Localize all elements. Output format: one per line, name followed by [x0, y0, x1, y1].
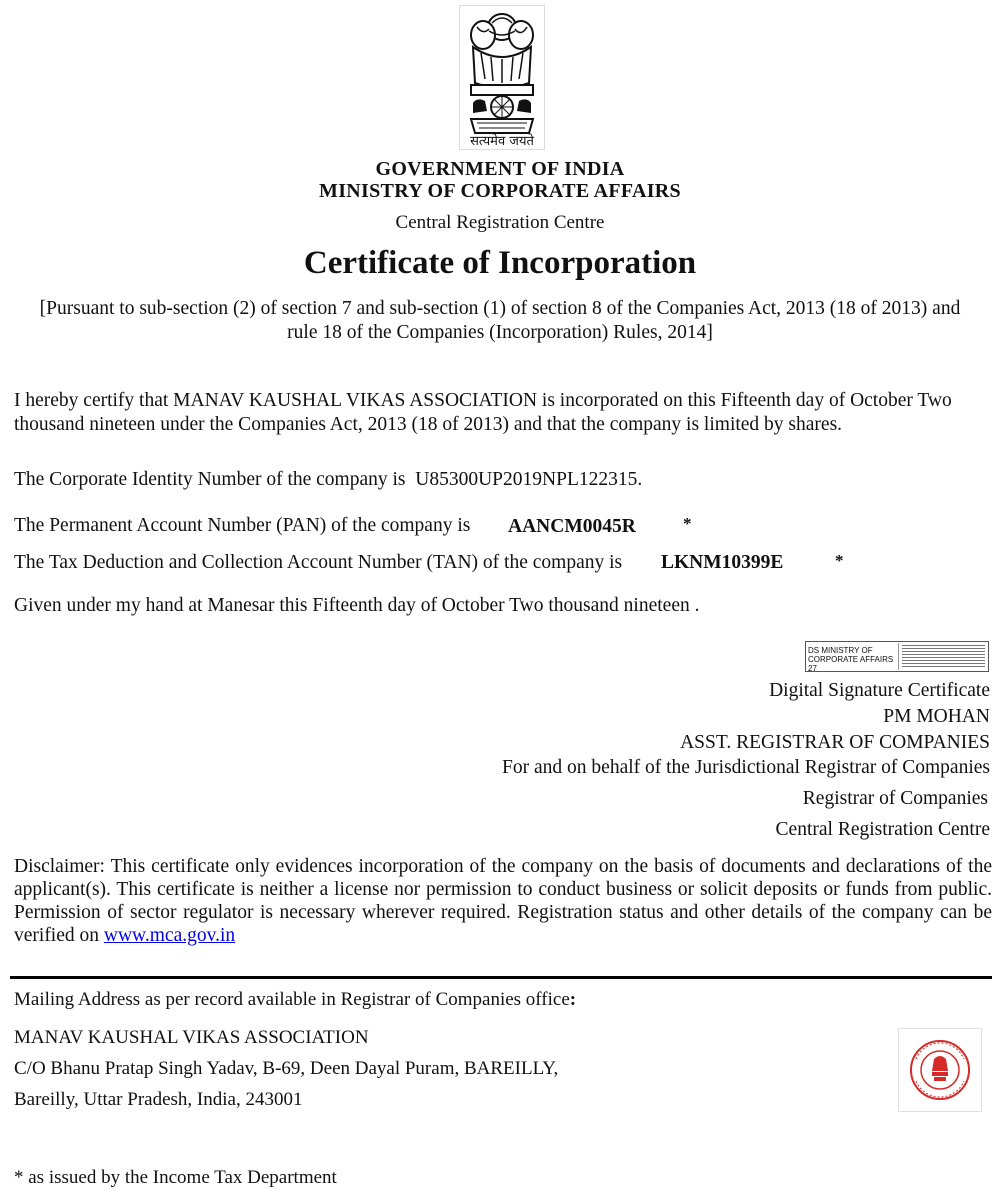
- pursuant-line-2: rule 18 of the Companies (Incorporation) Rules, 2014]: [287, 322, 713, 343]
- pursuant-note: [0, 297, 1000, 345]
- centre-heading: Central Registration Centre: [395, 212, 605, 233]
- given-line: Given under my hand at Manesar this Fifteenth day of October Two thousand nineteen .: [14, 595, 700, 616]
- tan-line: [14, 551, 622, 575]
- digital-signature-stamp: [805, 641, 989, 672]
- pan-line: [14, 514, 470, 538]
- mailing-heading: [14, 988, 576, 1012]
- tan-asterisk: *: [835, 551, 844, 570]
- ds-line-2: CORPORATE AFFAIRS 27: [808, 655, 894, 673]
- disclaimer-text: Disclaimer: This certificate only evidences incorporation of the company on the basis of documents and declarations of the applicant(s). This certificate is neither a license nor permission to conduct business or solicit deposits or funds from public. Permission of sector regulator is necessary wherever required. Registration status and other details of the company can be verified on: [14, 856, 992, 946]
- roc-line: Registrar of Companies: [802, 788, 988, 809]
- mailing-colon: :: [569, 989, 577, 1010]
- mailing-heading-text: Mailing Address as per record available in Registrar of Companies office: [14, 989, 570, 1010]
- roc-seal-icon: [899, 1029, 981, 1111]
- ds-line-1: DS MINISTRY OF: [808, 646, 873, 655]
- pan-label: The Permanent Account Number (PAN) of the company is: [14, 515, 471, 536]
- page-title: Certificate of Incorporation: [303, 245, 697, 281]
- signatory-designation: ASST. REGISTRAR OF COMPANIES: [680, 732, 990, 753]
- national-emblem-icon: [459, 5, 545, 150]
- disclaimer: [14, 855, 992, 947]
- behalf-line: For and on behalf of the Jurisdictional Registrar of Companies: [502, 757, 990, 778]
- crc-line: Central Registration Centre: [775, 819, 990, 840]
- divider: [10, 976, 992, 979]
- tan-value: LKNM10399E: [661, 552, 784, 573]
- roc-seal: [898, 1028, 982, 1112]
- signatory-name: PM MOHAN: [883, 706, 990, 727]
- pan-asterisk: *: [683, 514, 692, 533]
- tan-label: The Tax Deduction and Collection Account Number (TAN) of the company is: [14, 552, 623, 573]
- government-heading: GOVERNMENT OF INDIA: [375, 158, 625, 180]
- ds-fine-print: [898, 643, 987, 670]
- pan-value: AANCM0045R: [508, 516, 636, 537]
- address-line-3: Bareilly, Uttar Pradesh, India, 243001: [14, 1089, 303, 1110]
- mca-link[interactable]: www.mca.gov.in: [103, 925, 236, 946]
- ministry-heading: MINISTRY OF CORPORATE AFFAIRS: [319, 180, 681, 202]
- cin-label: The Corporate Identity Number of the company is: [14, 469, 406, 490]
- certify-paragraph: I hereby certify that MANAV KAUSHAL VIKAS ASSOCIATION is incorporated on this Fifteenth day of October Two thousand nineteen under the Companies Act, 2013 (18 of 2013) and that the company is limited by shares.: [14, 390, 952, 435]
- dsc-label: Digital Signature Certificate: [769, 680, 990, 701]
- address-line-2: C/O Bhanu Pratap Singh Yadav, B-69, Deen Dayal Puram, BAREILLY,: [14, 1058, 559, 1079]
- footnote: * as issued by the Income Tax Department: [14, 1167, 337, 1188]
- address-line-1: MANAV KAUSHAL VIKAS ASSOCIATION: [14, 1027, 369, 1048]
- pursuant-line-1: [Pursuant to sub-section (2) of section 7 and sub-section (1) of section 8 of the Companies Act, 2013 (18 of 2013) and: [39, 298, 961, 319]
- emblem-motto: सत्यमेव जयते: [470, 134, 534, 149]
- ds-label: [808, 646, 894, 673]
- header-block: [0, 158, 1000, 202]
- cin-value: U85300UP2019NPL122315.: [415, 469, 643, 490]
- cin-line: [14, 468, 642, 492]
